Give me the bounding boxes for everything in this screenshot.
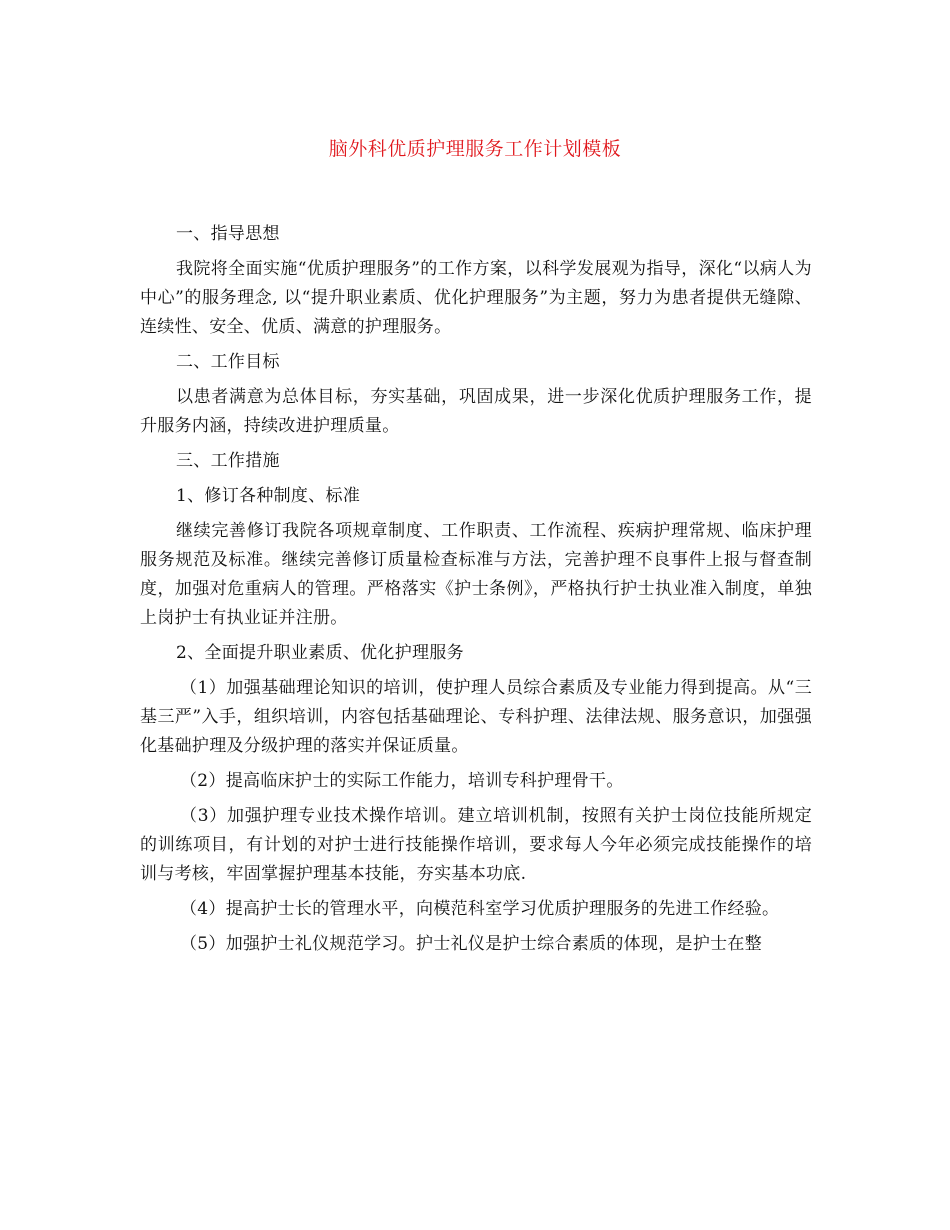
section-heading-guiding-ideology: 一、指导思想 [176, 224, 280, 244]
subheading-revise-systems: 1、修订各种制度、标准 [176, 486, 361, 506]
section-heading-work-goals: 二、工作目标 [176, 352, 280, 372]
list-item-1: （1）加强基础理论知识的培训，使护理人员综合素质及专业能力得到提高。从“三基三严”入手，组织培训，内容包括基础理论、专科护理、法律法规、服务意识，加强强化基础护理及分级护理的落实并保证质量。 [140, 678, 812, 756]
list-item-4: （4）提高护士长的管理水平，向模范科室学习优质护理服务的先进工作经验。 [180, 899, 780, 919]
list-item-3: （3）加强护理专业技术操作培训。建立培训机制，按照有关护士岗位技能所规定的训练项目，有计划的对护士进行技能操作培训，要求每人今年必须完成技能操作的培训与考核，牢固掌握护理基本技能，夯实基本功底. [140, 806, 812, 884]
paragraph-revise-systems: 继续完善修订我院各项规章制度、工作职责、工作流程、疾病护理常规、临床护理服务规范及标准。继续完善修订质量检查标准与方法，完善护理不良事件上报与督查制度，加强对危重病人的管理。严格落实《护士条例》，严格执行护士执业准入制度，单独上岗护士有执业证并注册。 [140, 521, 812, 628]
document-title: 脑外科优质护理服务工作计划模板 [328, 138, 622, 160]
subheading-improve-quality: 2、全面提升职业素质、优化护理服务 [176, 643, 464, 663]
list-item-5: （5）加强护士礼仪规范学习。护士礼仪是护士综合素质的体现，是护士在整 [180, 934, 763, 954]
section-heading-work-measures: 三、工作措施 [176, 451, 280, 471]
list-item-2: （2）提高临床护士的实际工作能力，培训专科护理骨干。 [180, 771, 624, 791]
paragraph-guiding-ideology: 我院将全面实施“优质护理服务”的工作方案，以科学发展观为指导，深化“以病人为中心”的服务理念, 以“提升职业素质、优化护理服务”为主题，努力为患者提供无缝隙、连续性、安全、优质、满意的护理服务。 [140, 259, 812, 337]
document-body [140, 220, 812, 965]
paragraph-work-goals: 以患者满意为总体目标，夯实基础，巩固成果，进一步深化优质护理服务工作，提升服务内涵，持续改进护理质量。 [140, 387, 812, 436]
